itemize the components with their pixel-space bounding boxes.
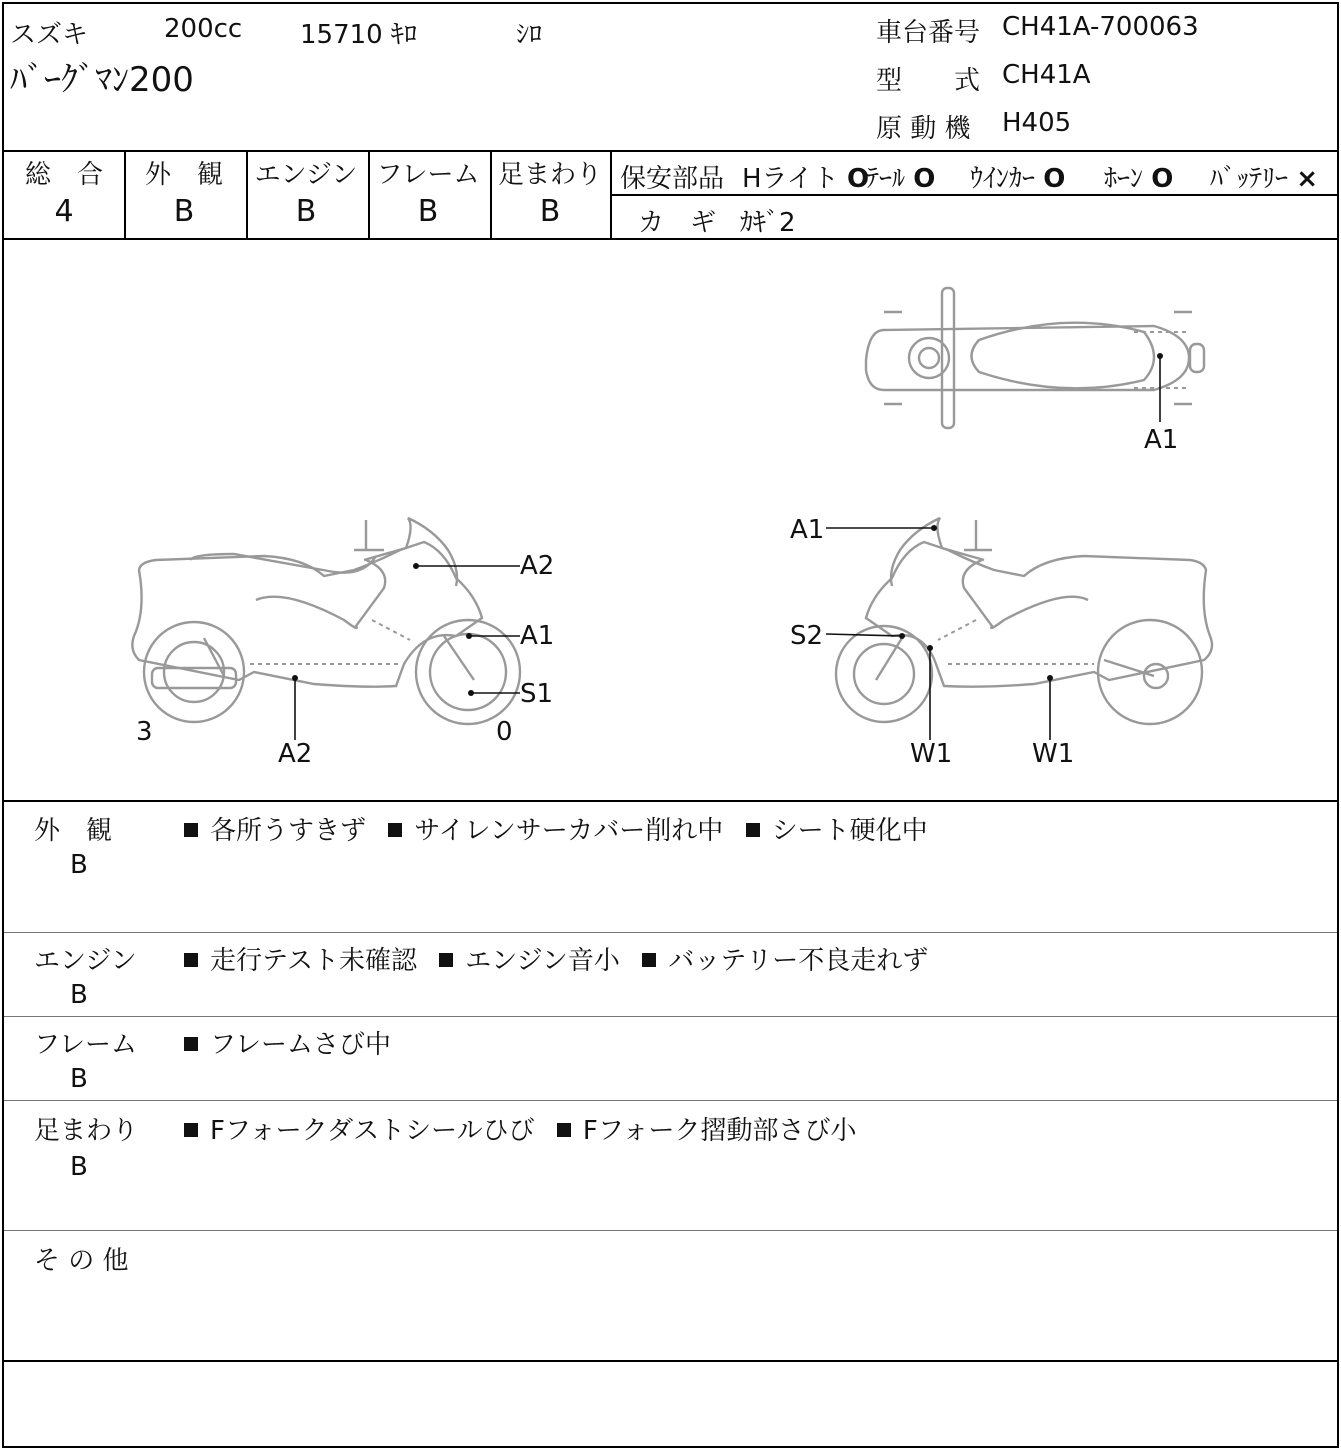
grade-exterior-label: 外 観: [144, 160, 223, 190]
divider: [124, 152, 126, 238]
bullet-icon: [642, 953, 656, 967]
displacement: 200cc: [164, 14, 243, 44]
grade-overall-value: 4: [54, 194, 74, 229]
bullet-icon: [184, 1037, 198, 1051]
diagram-label: A1: [520, 621, 555, 651]
divider: [4, 800, 1337, 802]
scooter-right-view: [836, 518, 1212, 724]
mileage: 15710 ｷﾛ: [300, 20, 417, 50]
grade-engine-value: B: [295, 194, 317, 229]
note: 走行テスト未確認: [210, 946, 417, 976]
frame-number-label: 車台番号: [876, 18, 981, 48]
section-engine-name: エンジン: [34, 946, 137, 976]
color: ｼﾛ: [516, 20, 543, 50]
section-suspension-name: 足まわり: [34, 1116, 139, 1146]
bullet-icon: [746, 823, 760, 837]
note: Fフォークダストシールひび: [210, 1116, 535, 1146]
inspection-sheet: [2, 2, 1339, 1448]
divider: [4, 1230, 1337, 1231]
section-frame-notes: [182, 1024, 391, 1061]
section-engine-notes: [182, 940, 928, 977]
key-label: カ ギ: [638, 208, 717, 238]
section-exterior-grade: B: [70, 850, 88, 880]
diagram-label: A1: [790, 515, 825, 545]
diagram-label: W1: [910, 739, 953, 769]
section-frame-name: フレーム: [34, 1030, 137, 1060]
divider: [490, 152, 492, 238]
scooter-top-view: [866, 288, 1204, 428]
grade-overall-label: 総 合: [24, 160, 103, 190]
grade-suspension-value: B: [539, 194, 561, 229]
diagram-label: A2: [520, 551, 555, 581]
diagram-label: A2: [278, 739, 313, 769]
divider: [4, 932, 1337, 933]
grade-frame-label: フレーム: [376, 160, 480, 190]
note: シート硬化中: [771, 816, 928, 846]
safety-winker: [970, 158, 1065, 195]
divider: [4, 1360, 1337, 1362]
maker: スズキ: [10, 20, 89, 50]
grade-engine-label: エンジン: [254, 160, 358, 190]
divider: [246, 152, 248, 238]
engine-label: 原 動 機: [876, 114, 971, 144]
diagram-label: 3: [136, 717, 153, 747]
damage-diagram: [4, 240, 1337, 800]
diagram-label: W1: [1032, 739, 1075, 769]
divider: [4, 1100, 1337, 1101]
section-suspension-grade: B: [70, 1152, 88, 1182]
diagram-label: 0: [496, 717, 513, 747]
section-engine-grade: B: [70, 980, 88, 1010]
safety-horn: [1104, 158, 1173, 195]
safety-item-name: ｳｲﾝｶｰ: [970, 164, 1036, 194]
model-type-label: 型 式: [876, 66, 981, 96]
safety-title: 保安部品: [620, 164, 725, 194]
bullet-icon: [184, 1123, 198, 1137]
section-frame-grade: B: [70, 1064, 88, 1094]
section-exterior-name: 外 観: [34, 816, 113, 846]
frame-number-value: CH41A-700063: [1002, 12, 1199, 42]
engine-value: H405: [1002, 108, 1072, 138]
bullet-icon: [184, 823, 198, 837]
note: バッテリー不良走れず: [668, 946, 929, 976]
safety-headlight: [742, 158, 869, 195]
safety-item-mark: O: [847, 164, 870, 194]
safety-item-name: ﾃｰﾙ: [866, 164, 906, 194]
safety-tail: [866, 158, 935, 195]
divider: [4, 1016, 1337, 1017]
grade-frame-value: B: [417, 194, 439, 229]
note: サイレンサーカバー削れ中: [414, 816, 724, 846]
safety-item-name: ﾊﾞｯﾃﾘｰ: [1210, 164, 1289, 194]
bullet-icon: [439, 953, 453, 967]
note: 各所うすきず: [210, 816, 367, 846]
divider: [368, 152, 370, 238]
safety-item-mark: O: [913, 164, 936, 194]
diagram-label: S1: [520, 679, 554, 709]
section-other-name: そ の 他: [34, 1246, 129, 1276]
safety-item-mark: ×: [1296, 164, 1319, 194]
diagram-label: S2: [790, 621, 824, 651]
safety-item-name: ﾎｰﾝ: [1104, 164, 1144, 194]
bullet-icon: [557, 1123, 571, 1137]
safety-item-mark: O: [1151, 164, 1174, 194]
model-name: ﾊﾞｰｸﾞﾏﾝ200: [10, 60, 194, 100]
grade-grid: [4, 152, 612, 238]
divider: [612, 194, 1337, 196]
scooter-left-view: [132, 518, 520, 724]
note: エンジン音小: [465, 946, 620, 976]
model-type-value: CH41A: [1002, 60, 1091, 90]
grade-suspension-label: 足まわり: [497, 160, 602, 190]
bullet-icon: [388, 823, 402, 837]
note: Fフォーク摺動部さび小: [582, 1116, 857, 1146]
note: フレームさび中: [210, 1030, 391, 1060]
section-suspension-notes: [182, 1110, 857, 1147]
safety-item-mark: O: [1043, 164, 1066, 194]
diagram-label: A1: [1144, 425, 1179, 455]
grade-exterior-value: B: [173, 194, 195, 229]
key-value: ｶｷﾞ2: [740, 208, 796, 238]
safety-item-name: Hライト: [742, 164, 839, 194]
bullet-icon: [184, 953, 198, 967]
section-exterior-notes: [182, 810, 928, 847]
safety-battery: [1210, 158, 1318, 195]
